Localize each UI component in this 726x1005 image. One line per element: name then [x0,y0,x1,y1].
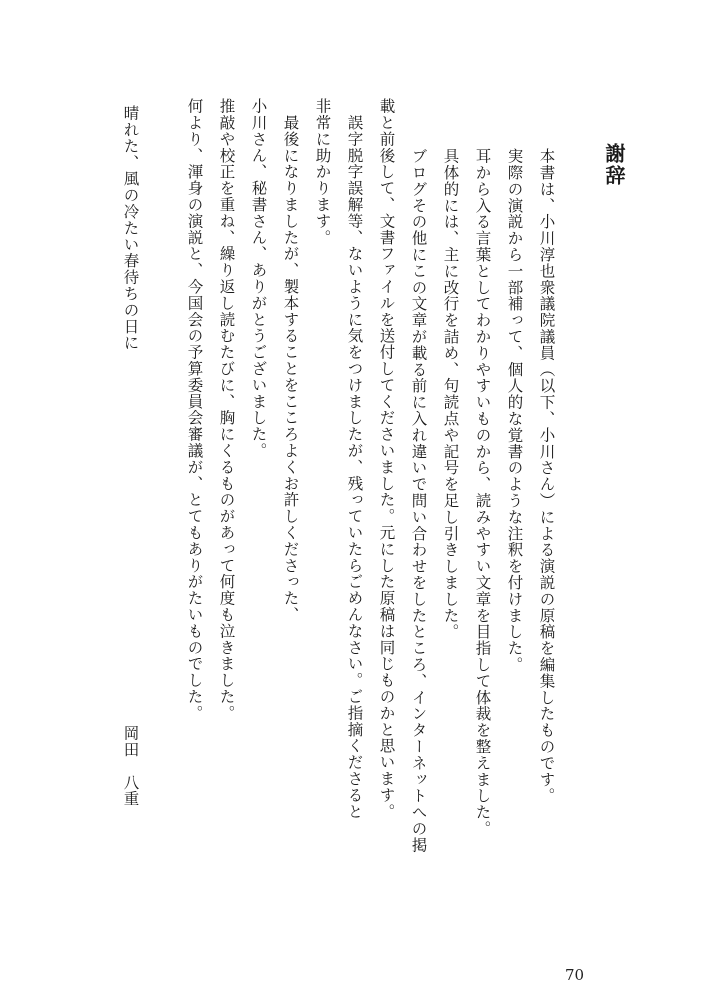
text-line-4: 具体的には、主に改行を詰め、句読点や記号を足し引きしました。 [441,148,460,640]
text-line-5: ブログその他にこの文章が載る前に入れ違いで問い合わせをしたところ、インターネットへの掲 [409,148,428,854]
text-line-9: 最後になりましたが、製本することをこころよくお許しくださった、 [281,98,300,623]
text-line-7: 誤字脱字誤解等、ないように気をつけましたが、残っていたらごめんなさい。ご指摘くださると [345,98,364,820]
page-title: 謝辞 [602,143,626,187]
text-line-10: 小川さん、秘書さん、ありがとうございました。 [249,98,268,459]
dateline: 晴れた、風の冷たい春待ちの日に [121,105,140,351]
author-signature: 岡田 八重 [121,725,140,807]
page-number: 70 [565,966,585,984]
text-line-8: 非常に助かります。 [313,98,332,246]
text-line-3: 耳から入る言葉としてわかりやすいものから、読みやすい文章を目指して体裁を整えました。 [473,148,492,837]
text-line-11: 推敲や校正を重ね、繰り返し読むたびに、胸にくるものがあって何度も泣きました。 [217,98,236,722]
text-line-2: 実際の演説から一部補って、個人的な覚書のような注釈を付けました。 [505,148,524,673]
text-line-6: 載と前後して、文書ファイルを送付してくださいました。元にした原稿は同じものかと思います。 [377,98,396,820]
text-line-1: 本書は、小川淳也衆議院議員（以下、小川さん）による演説の原稿を編集したものです。 [537,148,556,804]
text-line-12: 何より、渾身の演説と、今国会の予算委員会審議が、とてもありがたいものでした。 [185,98,204,722]
